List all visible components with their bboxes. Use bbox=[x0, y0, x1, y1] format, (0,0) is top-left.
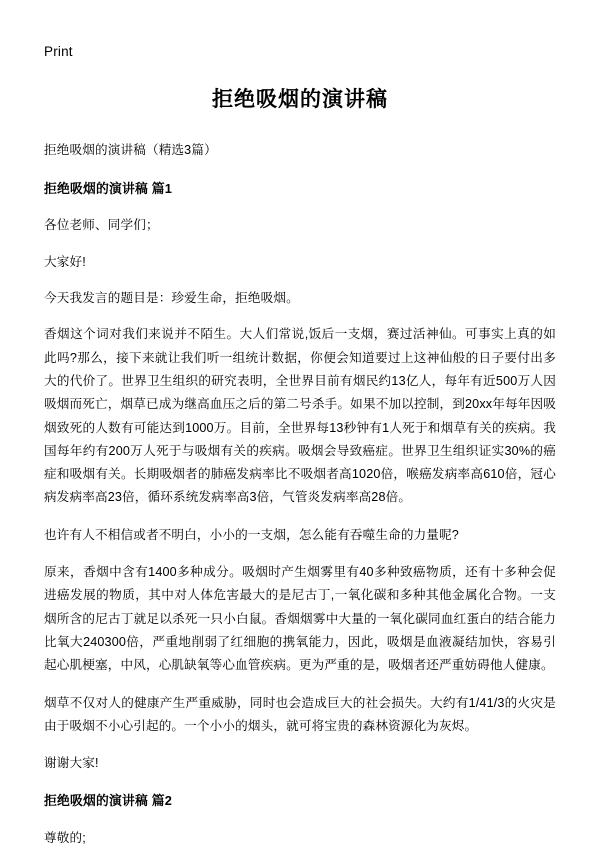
paragraph: 大家好! bbox=[44, 254, 86, 269]
paragraph: 各位老师、同学们； bbox=[44, 218, 159, 233]
document-subtitle: 拒绝吸烟的演讲稿（精选3篇） bbox=[44, 143, 217, 158]
section-heading-1: 拒绝吸烟的演讲稿 篇1 bbox=[44, 180, 173, 196]
paragraph: 香烟这个词对我们来说并不陌生。大人们常说,饭后一支烟，赛过活神仙。可事实上真的如此吗?那么，接下来就让我们听一组统计数据，你便会知道要过上这神仙般的日子要付出多大的代价了。世界卫生组织的研究表明，全世界目前有烟民约13亿人，每年有近500万人因吸烟而死亡，烟草已成为继高血压之后的第二号杀手。如果不加以控制，到20xx年每年因吸烟致死的人数有可能达到1000万。目前，全世界每13秒钟有1人死于和烟草有关的疾病。我国每年约有200万人死于与吸烟有关的疾病。吸烟会导致癌症。世界卫生组织证实30%的癌症和吸烟有关。长期吸烟者的肺癌发病率比不吸烟者高1020倍，喉癌发病率高610倍，冠心病发病率高23倍，循环系统发病率高3倍，气管炎发病率高28倍。 bbox=[44, 327, 556, 505]
paragraph: 原来，香烟中含有1400多种成分。吸烟时产生烟雾里有40多种致癌物质，还有十多种会促进癌发展的物质，其中对人体危害最大的是尼古丁,一氧化碳和多种其他金属化合物。一支烟所含的尼古丁就足以杀死一只小白鼠。香烟烟雾中大量的一氧化碳同血红蛋白的结合能力比氧大240300倍，严重地削弱了红细胞的携氧能力，因此，吸烟是血液凝结加快，容易引起心肌梗塞，中风，心肌缺氧等心血管疾病。更为严重的是，吸烟者还严重妨碍他人健康。 bbox=[44, 565, 556, 673]
paragraph: 尊敬的; bbox=[44, 831, 86, 846]
paragraph: 今天我发言的题目是：珍爱生命，拒绝吸烟。 bbox=[44, 291, 299, 306]
paragraph: 谢谢大家! bbox=[44, 756, 99, 771]
paragraph: 烟草不仅对人的健康产生严重威胁，同时也会造成巨大的社会损失。大约有1/41/3的火灾是由于吸烟不小心引起的。一个小小的烟头，就可将宝贵的森林资源化为灰烬。 bbox=[44, 695, 556, 733]
paragraph: 也许有人不相信或者不明白，小小的一支烟，怎么能有吞噬生命的力量呢? bbox=[44, 527, 459, 542]
print-button[interactable]: Print bbox=[44, 44, 73, 59]
page-title: 拒绝吸烟的演讲稿 bbox=[212, 88, 388, 112]
section-heading-2: 拒绝吸烟的演讲稿 篇2 bbox=[44, 793, 173, 809]
